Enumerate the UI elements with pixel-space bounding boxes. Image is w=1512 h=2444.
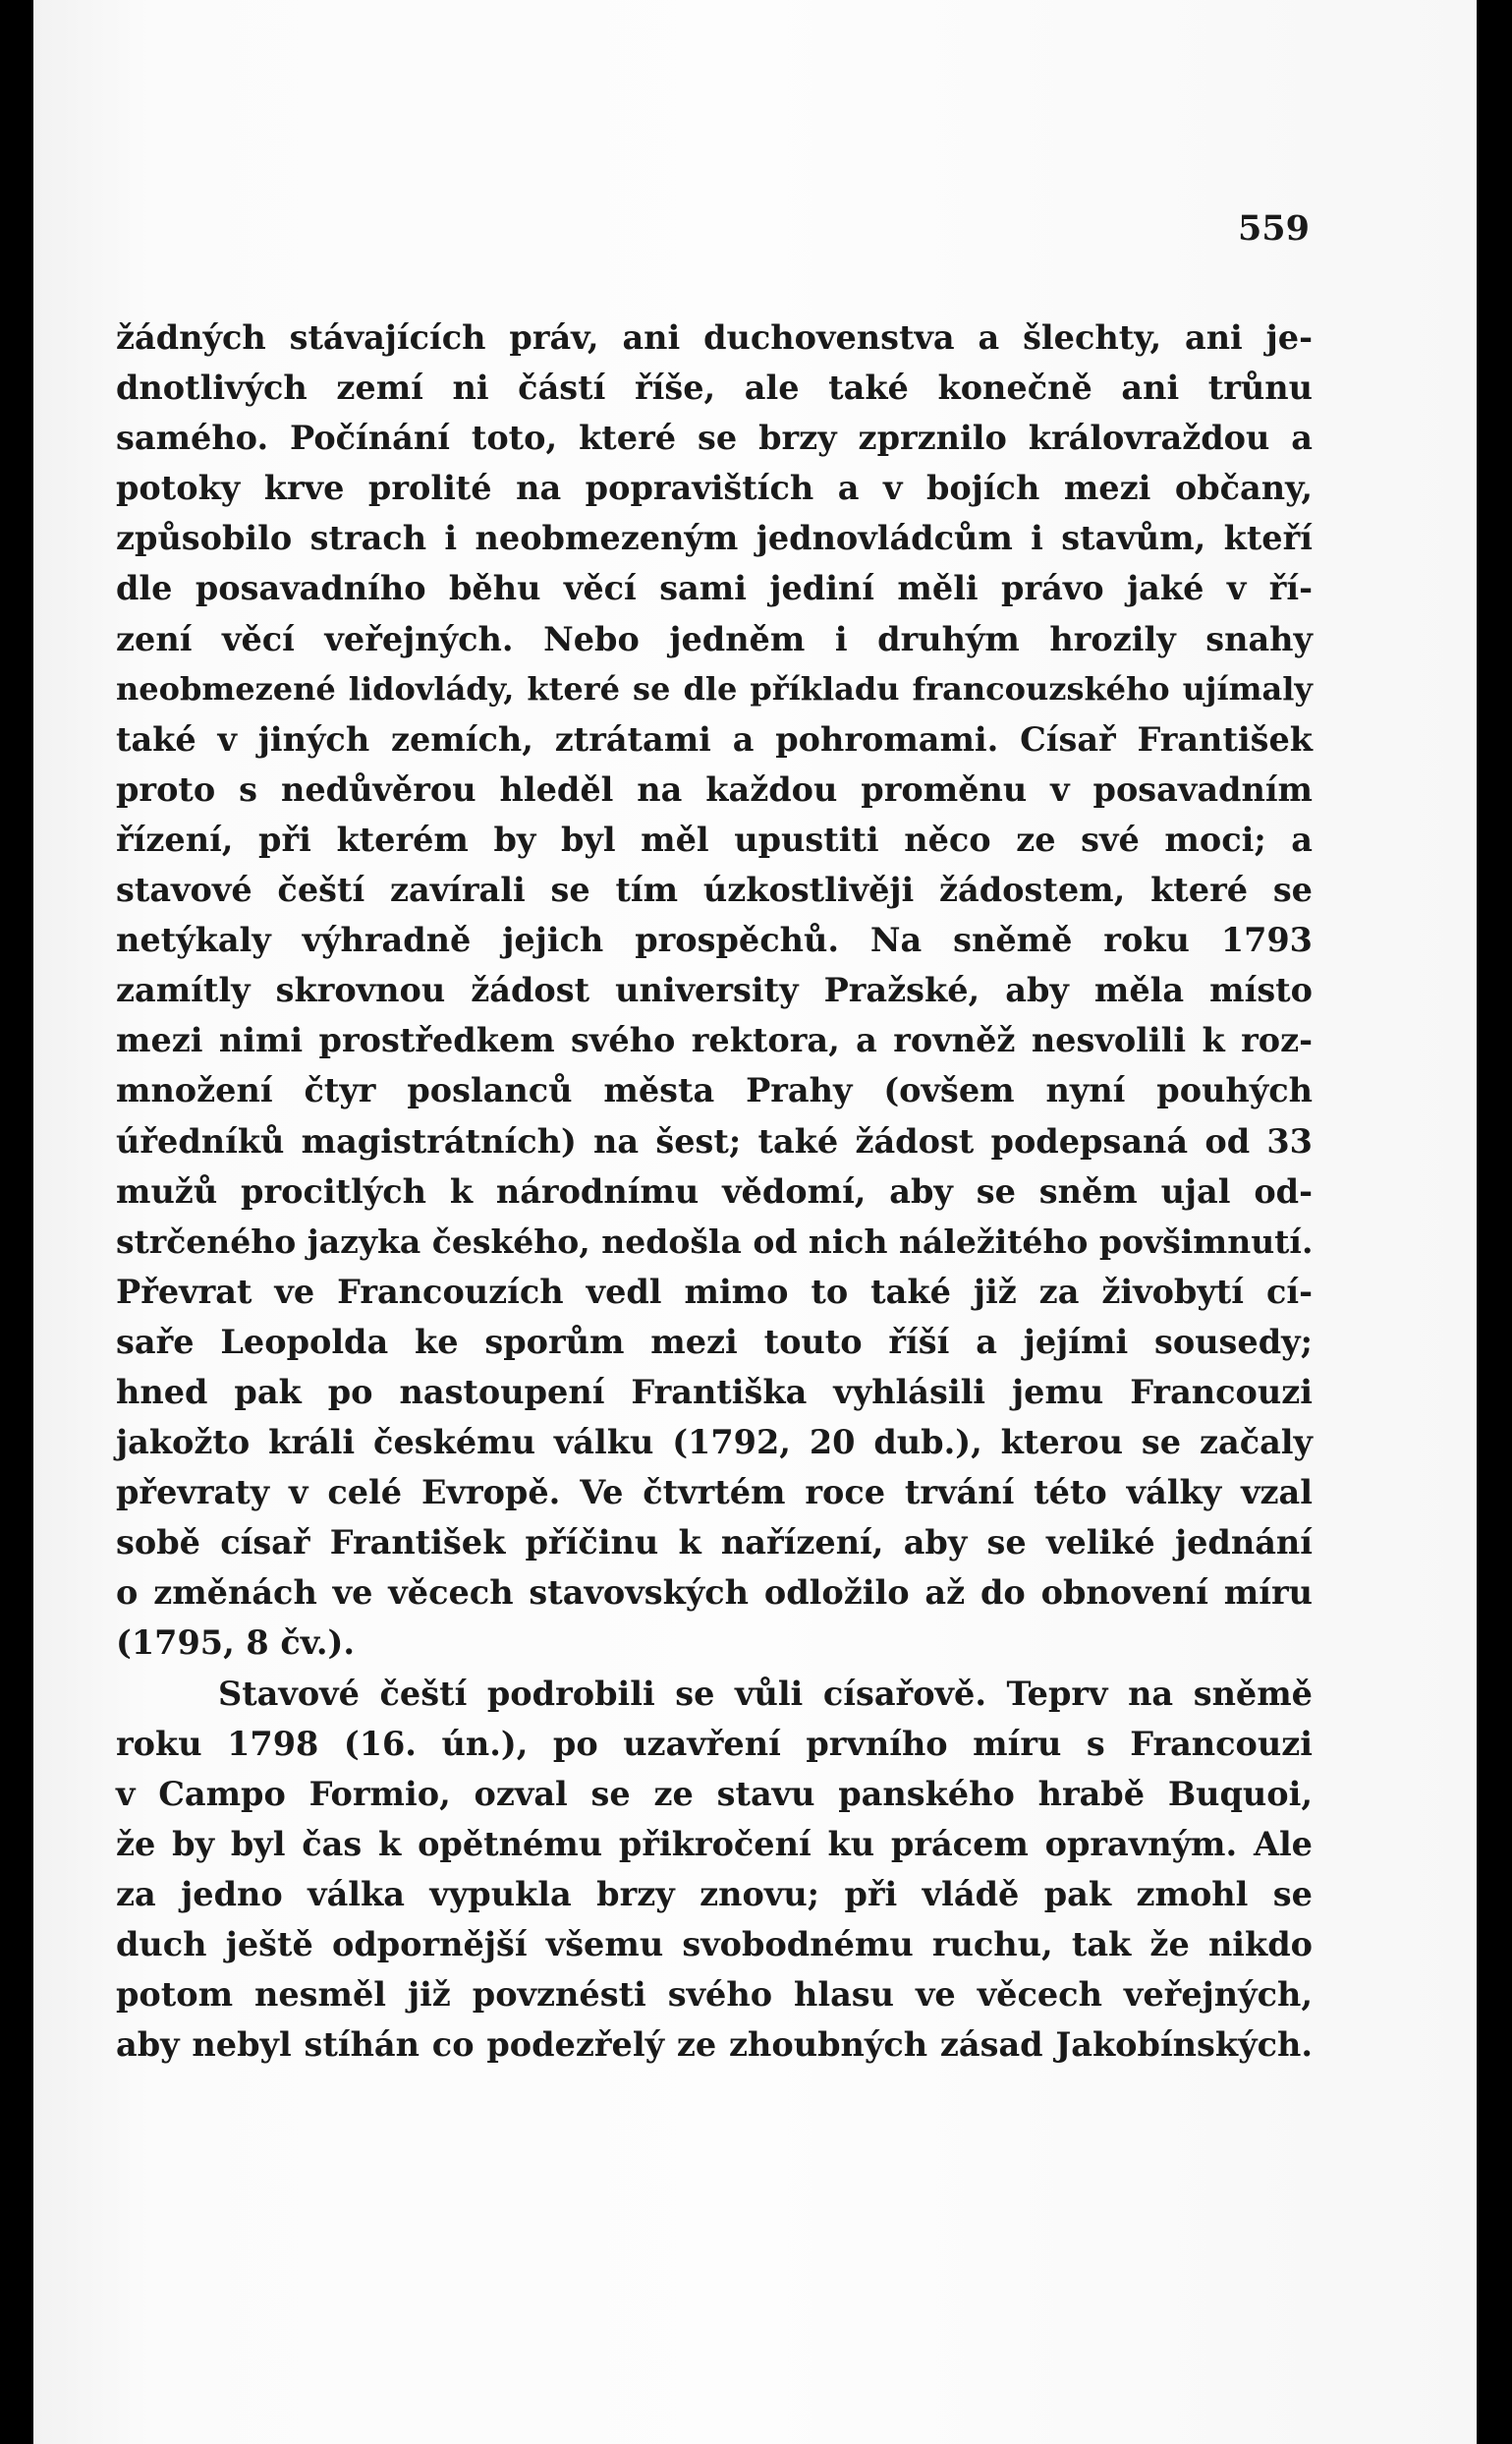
text-line: Stavové čeští podrobili se vůli císařově. Teprv na sněmě [218,1674,1313,1713]
text-line: duch ještě odpornější všemu svobodnému ruchu, tak že nikdo [116,1925,1313,1963]
text-line: v Campo Formio, ozval se ze stavu panského hrabě Buquoi, [116,1774,1313,1813]
text-line: mezi nimi prostředkem svého rektora, a rovněž nesvolili k roz- [116,1021,1313,1060]
text-line: potoky krve prolité na popravištích a v bojích mezi občany, [116,469,1313,508]
text-line: strčeného jazyka českého, nedošla od nich náležitého povšimnutí. [116,1222,1314,1261]
text-line: množení čtyr poslanců města Prahy (ovšem nyní pouhých [116,1071,1313,1110]
text-line: že by byl čas k opětnému přikročení ku prácem opravným. Ale [116,1824,1313,1863]
text-line: roku 1798 (16. ún.), po uzavření prvního míru s Francouzi [116,1724,1313,1763]
text-line: (1795, 8 čv.). [116,1623,356,1663]
text-line: aby nebyl stíhán co podezřelý ze zhoubných zásad Jakobínských. [116,2025,1313,2065]
text-line: potom nesměl již povznésti svého hlasu ve věcech veřejných, [116,1975,1313,2015]
text-line: stavové čeští zavírali se tím úzkostlivěji žádostem, které se [116,871,1313,910]
book-page [33,0,1477,2444]
page-number: 559 [1237,208,1310,249]
text-line: způsobilo strach i neobmezeným jednovládcům i stavům, kteří [116,519,1313,558]
text-line: žádných stávajících práv, ani duchovenstva a šlechty, ani je- [116,318,1313,357]
text-line: o změnách ve věcech stavovských odložilo až do obnovení míru [116,1573,1313,1613]
text-line: zení věcí veřejných. Nebo jedněm i druhým hrozily snahy [116,619,1313,658]
body-text [116,313,1313,2070]
text-line: řízení, při kterém by byl měl upustiti něco ze své moci; a [116,820,1313,859]
text-line: dle posavadního běhu věcí sami jediní měli právo jaké v ří- [116,569,1313,608]
text-line: úředníků magistrátních) na šest; také žádost podepsaná od 33 [116,1121,1313,1161]
text-line: saře Leopolda ke sporům mezi touto říší a jejími sousedy; [116,1322,1313,1361]
text-line: proto s nedůvěrou hleděl na každou proměnu v posavadním [116,769,1313,809]
scan-border-left [0,0,33,2444]
text-line: hned pak po nastoupení Františka vyhlásili jemu Francouzi [116,1372,1313,1411]
text-line: neobmezené lidovlády, které se dle příkladu francouzského ujímaly [116,669,1313,708]
text-line: mužů procitlých k národnímu vědomí, aby se sněm ujal od- [116,1171,1313,1211]
text-line: sobě císař František příčinu k nařízení, aby se veliké jednání [116,1523,1313,1563]
text-line: převraty v celé Evropě. Ve čtvrtém roce trvání této války vzal [116,1473,1313,1512]
text-line: dnotlivých zemí ni částí říše, ale také konečně ani trůnu [116,369,1313,408]
text-line: zamítly skrovnou žádost university Pražské, aby měla místo [116,971,1313,1010]
scan-border-right [1477,0,1512,2444]
text-line: za jedno válka vypukla brzy znovu; při vládě pak zmohl se [116,1874,1313,1913]
text-line: netýkaly výhradně jejich prospěchů. Na sněmě roku 1793 [116,921,1313,960]
text-line: jakožto králi českému válku (1792, 20 dub.), kterou se začaly [116,1423,1313,1462]
text-line: samého. Počínání toto, které se brzy zprznilo královraždou a [116,419,1313,458]
text-line: Převrat ve Francouzích vedl mimo to také již za živobytí cí- [116,1272,1313,1311]
text-line: také v jiných zemích, ztrátami a pohromami. Císař František [116,719,1313,759]
